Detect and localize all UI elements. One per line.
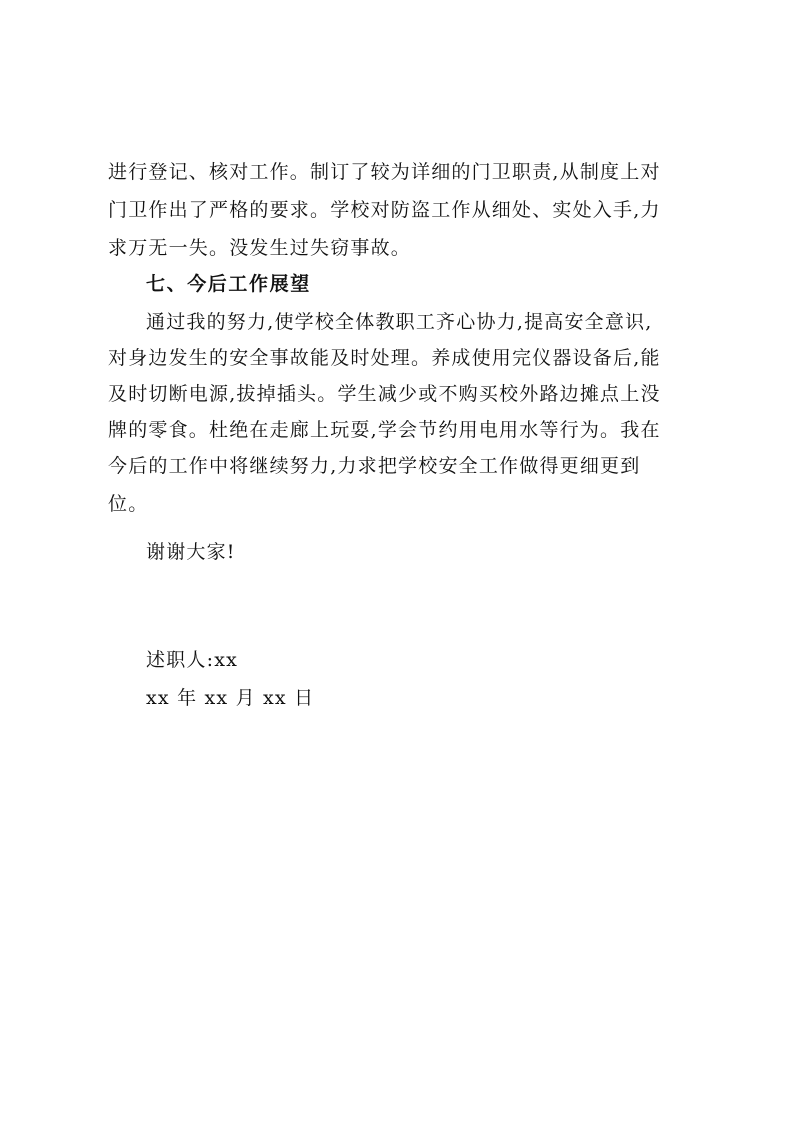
section-heading: 七、今后工作展望	[146, 273, 311, 295]
closing-text: 谢谢大家!	[146, 541, 236, 563]
paragraph-2-line-1: 通过我的努力,使学校全体教职工齐心协力,提高安全意识,	[146, 311, 653, 333]
paragraph-1-line-2: 门卫作出了严格的要求。学校对防盗工作从细处、实处入手,力	[108, 199, 661, 221]
paragraph-1-line-3: 求万无一失。没发生过失窃事故。	[108, 237, 412, 259]
paragraph-2-line-4: 牌的零食。杜绝在走廊上玩耍,学会节约用电用水等行为。我在	[108, 419, 661, 441]
signature-date: xx 年 xx 月 xx 日	[146, 687, 315, 709]
paragraph-1-line-1: 进行登记、核对工作。制订了较为详细的门卫职责,从制度上对	[108, 161, 661, 183]
paragraph-2-line-2: 对身边发生的安全事故能及时处理。养成使用完仪器设备后,能	[108, 347, 661, 369]
paragraph-2-line-3: 及时切断电源,拔掉插头。学生减少或不购买校外路边摊点上没	[108, 383, 661, 405]
signature-author: 述职人:xx	[146, 649, 239, 671]
paragraph-2-line-5: 今后的工作中将继续努力,力求把学校安全工作做得更细更到	[108, 455, 641, 477]
paragraph-2-line-6: 位。	[108, 493, 149, 515]
